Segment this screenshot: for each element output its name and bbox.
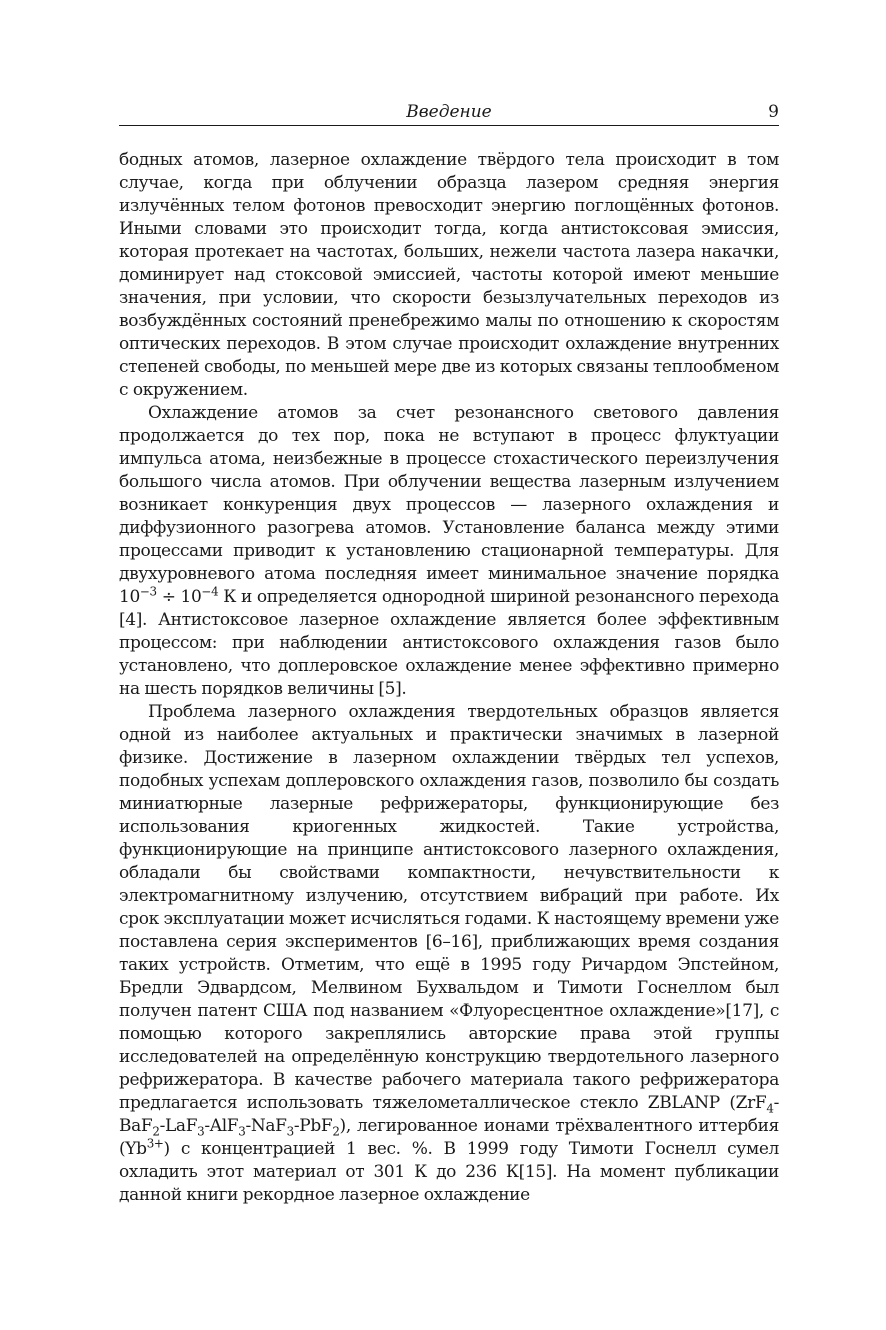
ion-charge: 3+ [146,1136,164,1151]
formula-part-6: ), легированное ионами трёхвалентного иттербия (Yb [119,1116,779,1159]
paragraph-3-text-a: Проблема лазерного охлаждения твердотельных образцов является одной из наиболее актуальных и практически значимых в лазерной физике. Достижение в лазерном охлаждении твёрдых тел успехов, подобных успехам доплеровского охлаждения газов, позволило бы создать миниатюрные лазерные рефрижераторы, функционирующие без использования криогенных жидкостей. Такие устройства, функционирующие на принципе антистоксового лазерного охлаждения, обладали бы свойствами компактности, нечувствительности к электромагнитному излучению, отсутствием вибраций при работе. Их срок эксплуатации может исчисляться годами. К настоящему времени уже поставлена серия экспериментов [6–16], приближающих время создания таких устройств. Отметим, что ещё в 1995 году Ричардом Эпстейном, Бредли Эдвардсом, Мелвином Бухвальдом и Тимоти Госнеллом был получен патент США под названием «Флуоресцентное охлаждение»[17], с помощью которого закреплялись авторские права этой группы исследователей на определённую конструкцию твердотельного лазерного рефрижератора. В качестве рабочего материала такого рефрижератора предлагается использовать тяжелометаллическое стекло ZBLANP (ZrF [119,702,779,1113]
formula-part-2: -LaF [159,1116,198,1136]
formula-sub-1: 4 [766,1101,774,1116]
formula-sub-4: 3 [238,1124,246,1139]
running-title: Введение [406,102,492,122]
paragraph-3-text-b: ) с концентрацией 1 вес. %. В 1999 году Тимоти Госнелл сумел охладить этот материал от 301 К до 236 К[15]. На момент публикации данной книги рекордное лазерное охлаждение [119,1139,779,1205]
paragraph-2-text-b: К и определяется однородной шириной резонансного перехода [4]. Антистоксовое лазерное охлаждение является более эффективным процессом: при наблюдении антистоксового охлаждения газов было установлено, что доплеровское охлаждение менее эффективно примерно на шесть порядков величины [5]. [119,587,779,699]
exponent-2: −4 [201,584,219,599]
formula-sub-5: 3 [286,1124,294,1139]
page-header [119,101,779,126]
formula-part-5: -PbF [293,1116,333,1136]
paragraph-2-mid: ÷ 10 [156,587,202,607]
exponent-1: −3 [139,584,157,599]
paragraph-3 [119,701,779,1207]
formula-sub-2: 2 [152,1124,160,1139]
formula-part-4: -NaF [245,1116,287,1136]
paragraph-1-text: бодных атомов, лазерное охлаждение твёрдого тела происходит в том случае, когда при облучении образца лазером средняя энергия излучённых телом фотонов превосходит энергию поглощённых фотонов. Иными словами это происходит тогда, когда антистоксовая эмиссия, которая протекает на частотах, больших, нежели частота лазера накачки, доминирует над стоксовой эмиссией, частоты которой имеют меньшие значения, при условии, что скорости безызлучательных переходов из возбуждённых состояний пренебрежимо малы по отношению к скоростям оптических переходов. В этом случае происходит охлаждение внутренних степеней свободы, по меньшей мере две из которых связаны теплообменом с окружением. [119,150,779,400]
body-text [119,149,779,1207]
paragraph-1 [119,149,779,402]
formula-part-3: -AlF [204,1116,239,1136]
formula-part-1: -BaF [119,1093,779,1136]
paragraph-2-text-a: Охлаждение атомов за счет резонансного светового давления продолжается до тех пор, пока не вступают в процесс флуктуации импульса атома, неизбежные в процессе стохастического переизлучения большого числа атомов. При облучении вещества лазерным излучением возникает конкуренция двух процессов — лазерного охлаждения и диффузионного разогрева атомов. Установление баланса между этими процессами приводит к установлению стационарной температуры. Для двухуровневого атома последняя имеет минимальное значение порядка 10 [119,403,779,607]
formula-sub-3: 3 [197,1124,205,1139]
page-number: 9 [768,102,779,122]
formula-sub-6: 2 [332,1124,340,1139]
paragraph-2 [119,402,779,701]
